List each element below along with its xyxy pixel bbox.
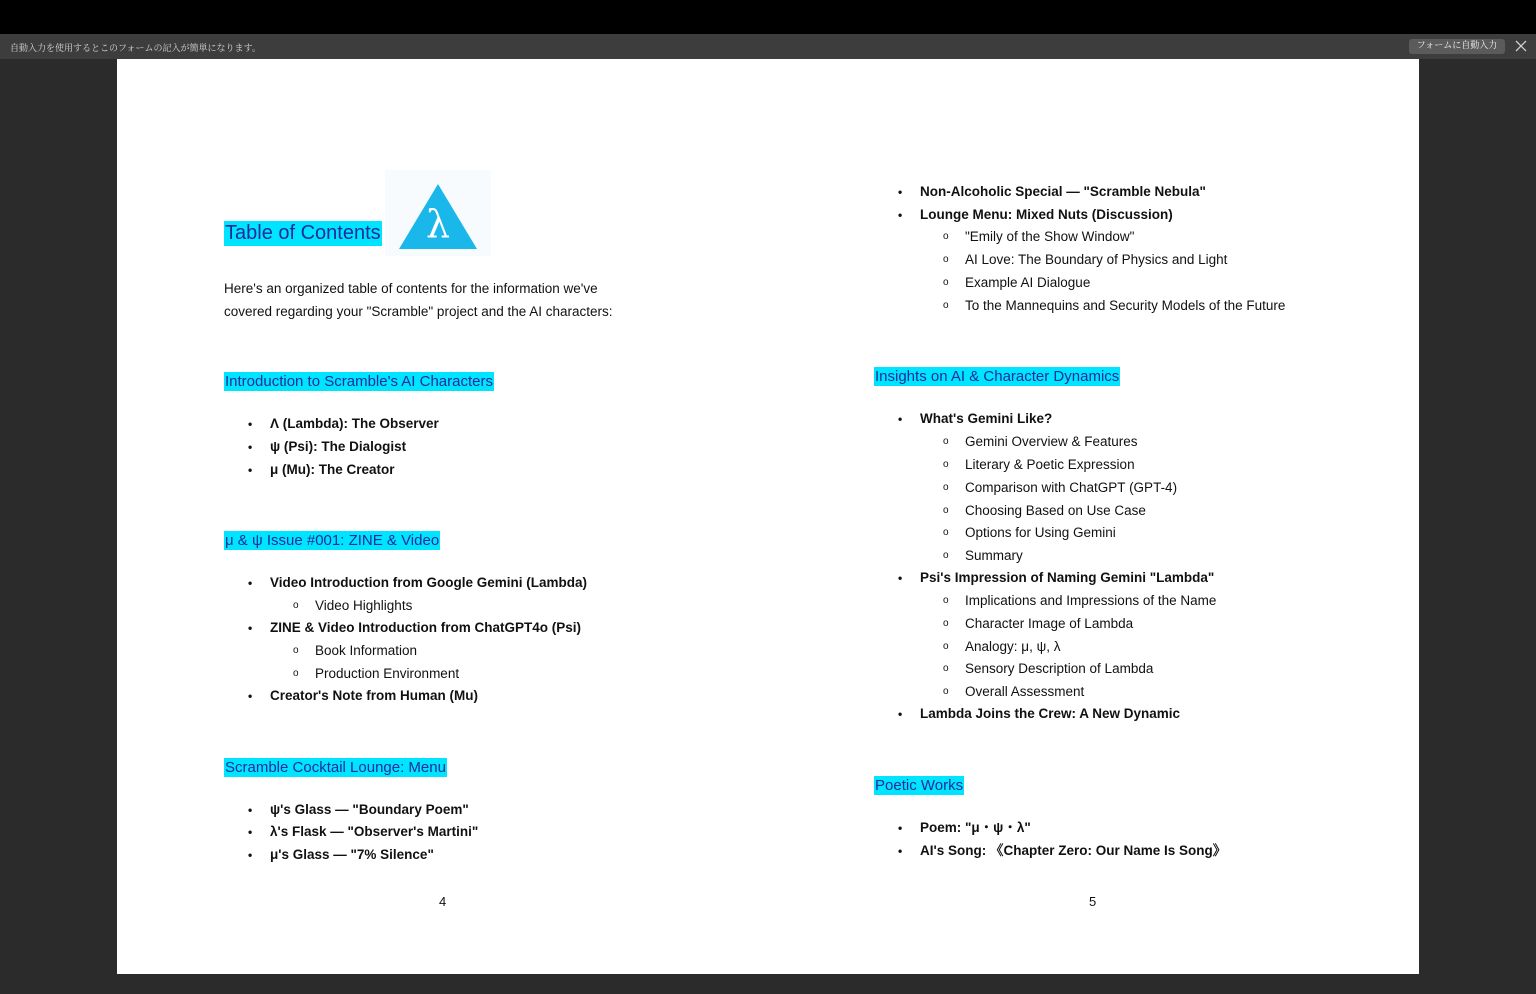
section-heading-intro: Introduction to Scramble's AI Characters bbox=[225, 373, 493, 390]
intro-line-1: Here's an organized table of contents for the information we've bbox=[224, 281, 598, 296]
sub-list-item: o Implications and Impressions of the Name bbox=[943, 593, 1217, 608]
page-number: 5 bbox=[1089, 894, 1097, 909]
sub-list-item: o Options for Using Gemini bbox=[943, 525, 1116, 540]
page-number: 4 bbox=[439, 894, 447, 909]
sub-list-item: o Character Image of Lambda bbox=[943, 616, 1134, 631]
list-item: • Lambda Joins the Crew: A New Dynamic bbox=[898, 706, 1181, 721]
sub-list-item: o Analogy: μ, ψ, λ bbox=[943, 639, 1061, 654]
list-item: • Non-Alcoholic Special — "Scramble Nebula" bbox=[898, 184, 1206, 199]
sub-list-item: o Gemini Overview & Features bbox=[943, 434, 1138, 449]
sub-list-item: o To the Mannequins and Security Models of the Future bbox=[943, 298, 1286, 313]
list-item: • Poem: "μ・ψ・λ" bbox=[898, 820, 1031, 835]
close-icon[interactable] bbox=[1514, 39, 1528, 53]
sub-list-item: o "Emily of the Show Window" bbox=[943, 229, 1135, 244]
lambda-logo-icon bbox=[385, 170, 491, 256]
sub-list-item: o Video Highlights bbox=[293, 598, 413, 613]
list-item: • ZINE & Video Introduction from ChatGPT4o (Psi) bbox=[248, 620, 582, 635]
document-spread bbox=[117, 59, 1419, 974]
list-item: • What's Gemini Like? bbox=[898, 411, 1053, 426]
list-item: • μ's Glass — "7% Silence" bbox=[248, 847, 434, 862]
intro-line-2: covered regarding your "Scramble" project and the AI characters: bbox=[224, 304, 613, 319]
list-item: • Λ (Lambda): The Observer bbox=[248, 416, 439, 431]
svg-text:λ: λ bbox=[425, 202, 451, 246]
list-item: • ψ (Psi): The Dialogist bbox=[248, 439, 407, 454]
page-5 bbox=[768, 59, 1419, 974]
section-heading-issue: μ & ψ Issue #001: ZINE & Video bbox=[225, 532, 440, 549]
autofill-infobar bbox=[0, 34, 1536, 59]
list-item: • Video Introduction from Google Gemini (Lambda) bbox=[248, 575, 588, 590]
sub-list-item: o AI Love: The Boundary of Physics and Light bbox=[943, 252, 1228, 267]
toc-title: Table of Contents bbox=[225, 222, 381, 244]
sub-list-item: o Book Information bbox=[293, 643, 418, 658]
list-item: • λ's Flask — "Observer's Martini" bbox=[248, 824, 479, 839]
window-top-bar bbox=[0, 0, 1536, 34]
sub-list-item: o Example AI Dialogue bbox=[943, 275, 1091, 290]
section-heading-poetic: Poetic Works bbox=[875, 777, 964, 794]
sub-list-item: o Sensory Description of Lambda bbox=[943, 661, 1154, 676]
infobar-message: 自動入力を使用するとこのフォームの記入が簡単になります。 bbox=[10, 44, 261, 54]
list-item: • Creator's Note from Human (Mu) bbox=[248, 688, 478, 703]
sub-list-item: o Comparison with ChatGPT (GPT-4) bbox=[943, 480, 1178, 495]
autofill-button[interactable]: フォームに自動入力 bbox=[1409, 39, 1505, 54]
page-4 bbox=[117, 59, 768, 974]
sub-list-item: o Literary & Poetic Expression bbox=[943, 457, 1135, 472]
sub-list-item: o Choosing Based on Use Case bbox=[943, 503, 1146, 518]
list-item: • Psi's Impression of Naming Gemini "Lambda" bbox=[898, 570, 1215, 585]
section-heading-insights: Insights on AI & Character Dynamics bbox=[875, 368, 1120, 385]
list-item: • AI's Song: 《Chapter Zero: Our Name Is Song》 bbox=[898, 843, 1227, 858]
sub-list-item: o Production Environment bbox=[293, 666, 460, 681]
sub-list-item: o Overall Assessment bbox=[943, 684, 1085, 699]
list-item: • Lounge Menu: Mixed Nuts (Discussion) bbox=[898, 207, 1173, 222]
sub-list-item: o Summary bbox=[943, 548, 1023, 563]
list-item: • μ (Mu): The Creator bbox=[248, 462, 395, 477]
section-heading-lounge: Scramble Cocktail Lounge: Menu bbox=[225, 759, 446, 776]
list-item: • ψ's Glass — "Boundary Poem" bbox=[248, 802, 469, 817]
